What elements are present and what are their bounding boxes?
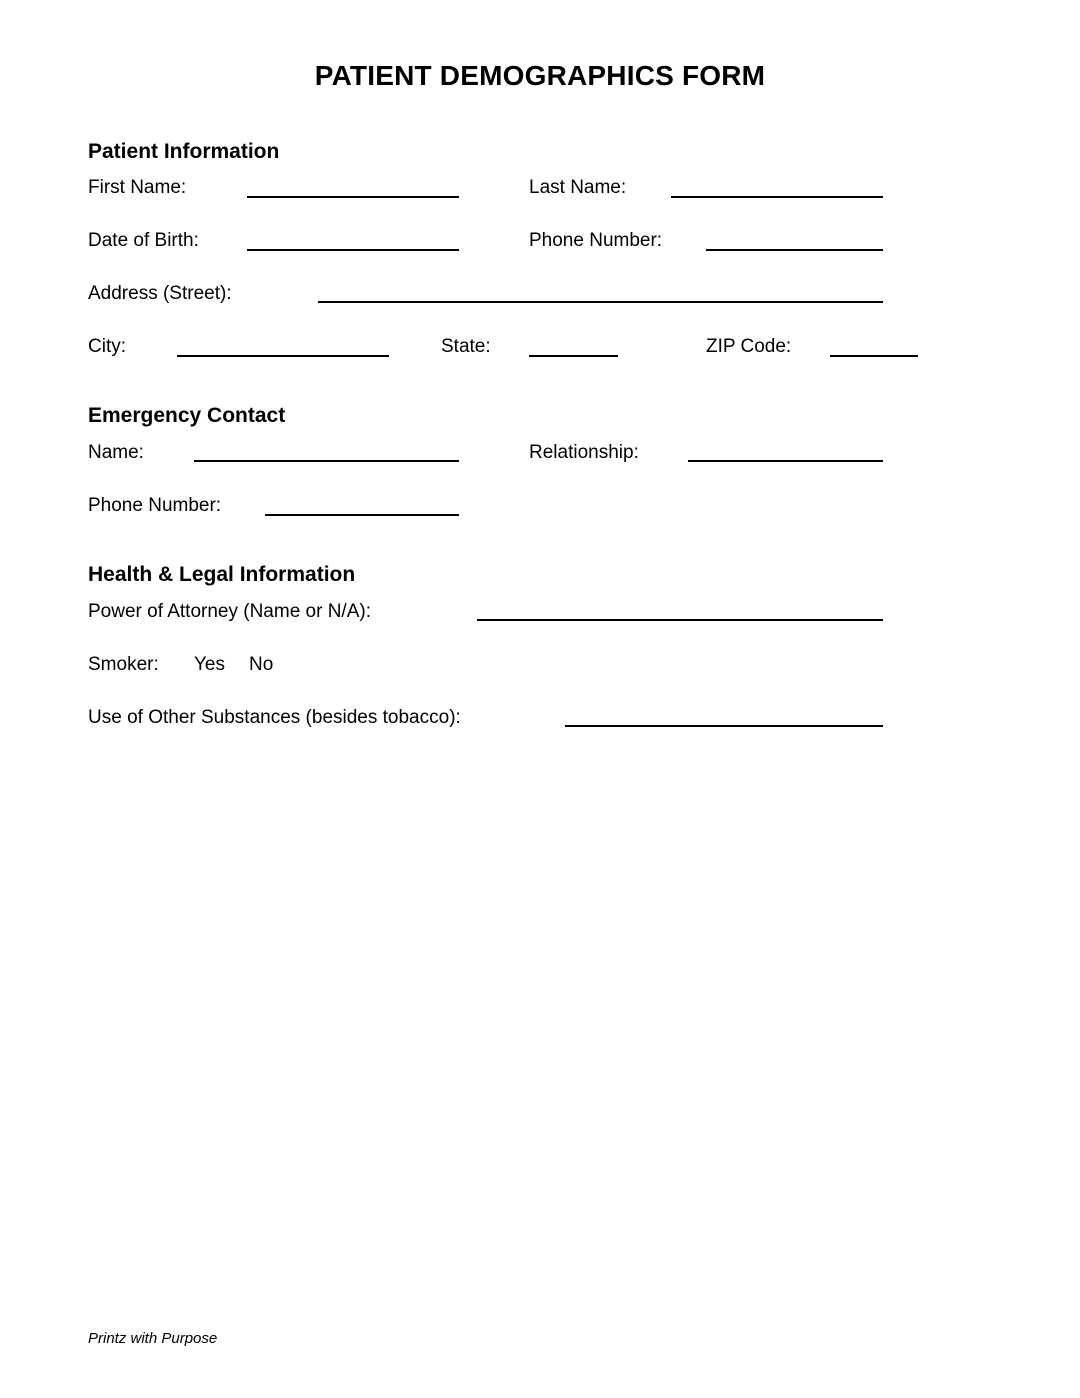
emergency-phone-label: Phone Number:: [88, 495, 222, 516]
state-field[interactable]: [529, 355, 618, 357]
zip-code-field[interactable]: [830, 355, 918, 357]
first-name-label: First Name:: [88, 177, 187, 198]
address-street-label: Address (Street):: [88, 283, 232, 304]
zip-code-label: ZIP Code:: [706, 336, 792, 357]
address-street-field[interactable]: [318, 301, 883, 303]
relationship-field[interactable]: [688, 460, 883, 462]
patient-phone-label: Phone Number:: [529, 230, 663, 251]
other-substances-label: Use of Other Substances (besides tobacco):: [88, 707, 461, 728]
smoker-no-option[interactable]: No: [249, 654, 274, 675]
power-of-attorney-field[interactable]: [477, 619, 883, 621]
first-name-field[interactable]: [247, 196, 459, 198]
other-substances-field[interactable]: [565, 725, 883, 727]
patient-phone-field[interactable]: [706, 249, 883, 251]
footer-brand: Printz with Purpose: [88, 1330, 218, 1347]
page-title: PATIENT DEMOGRAPHICS FORM: [314, 60, 766, 91]
city-label: City:: [88, 336, 126, 357]
smoker-yes-option[interactable]: Yes: [194, 654, 225, 675]
section-heading-emergency-contact: Emergency Contact: [88, 404, 286, 427]
smoker-label: Smoker:: [88, 654, 159, 675]
date-of-birth-field[interactable]: [247, 249, 459, 251]
relationship-label: Relationship:: [529, 442, 639, 463]
emergency-phone-field[interactable]: [265, 514, 459, 516]
emergency-name-field[interactable]: [194, 460, 459, 462]
last-name-field[interactable]: [671, 196, 883, 198]
date-of-birth-label: Date of Birth:: [88, 230, 199, 251]
city-field[interactable]: [177, 355, 389, 357]
section-heading-health-legal: Health & Legal Information: [88, 563, 356, 586]
last-name-label: Last Name:: [529, 177, 627, 198]
power-of-attorney-label: Power of Attorney (Name or N/A):: [88, 601, 371, 622]
emergency-name-label: Name:: [88, 442, 144, 463]
section-heading-patient-information: Patient Information: [88, 140, 280, 163]
state-label: State:: [441, 336, 491, 357]
